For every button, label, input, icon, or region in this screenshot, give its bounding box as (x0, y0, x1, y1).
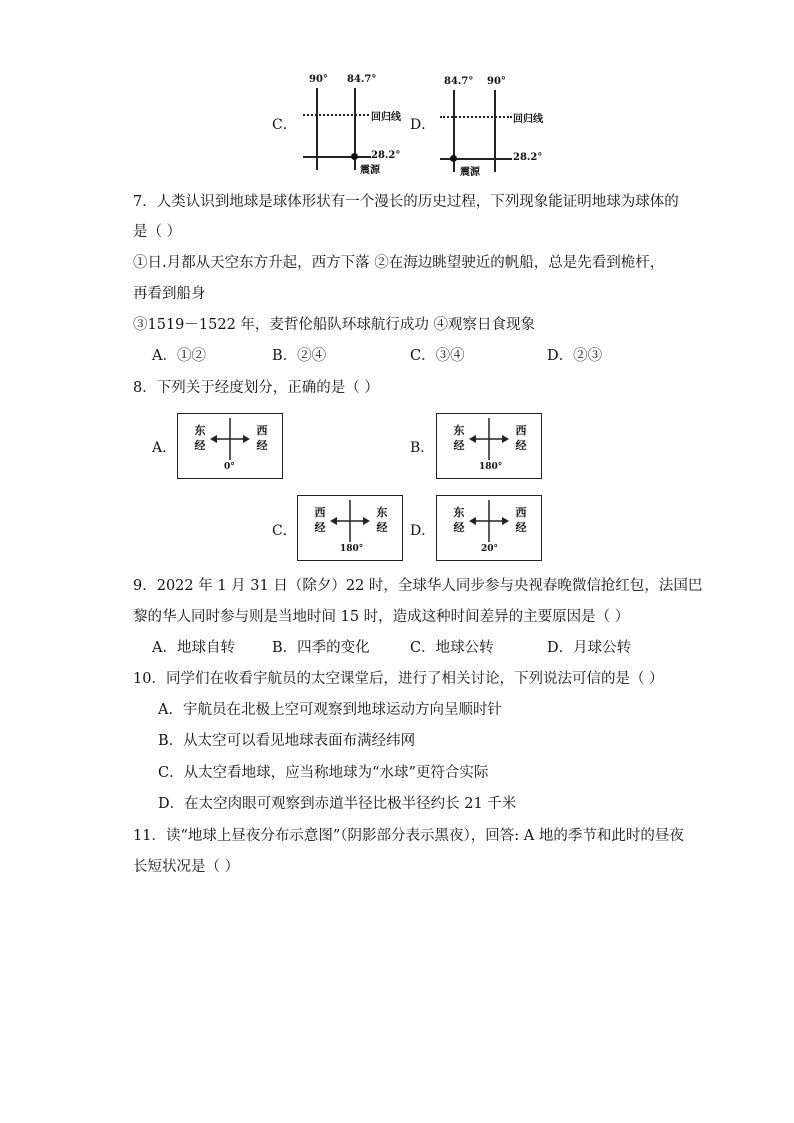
arrow-diagram (298, 496, 402, 560)
box-right-text: 西 经 (515, 424, 527, 452)
q10-option-c[interactable]: C．从太空看地球，应当称地球为“水球”更符合实际 (158, 765, 489, 781)
epicenter-label: 震源 (360, 165, 380, 176)
box-degree: 180° (340, 544, 364, 554)
box-left-text: 西 经 (314, 506, 326, 534)
q9-option-b[interactable]: B．四季的变化 (272, 640, 370, 656)
option-label: C． (272, 117, 297, 133)
epicenter-dot (351, 153, 358, 160)
option-label: B． (410, 440, 435, 456)
q10-option-a[interactable]: A．宇航员在北极上空可观察到地球运动方向呈顺时针 (158, 702, 502, 718)
box-degree: 180° (479, 462, 503, 472)
arrow-diagram (178, 414, 282, 478)
option-label: D． (410, 523, 436, 539)
longitude-box (177, 413, 283, 479)
box-degree: 20° (481, 544, 499, 554)
arrow-diagram (437, 496, 541, 560)
q11-stem-cont: 长短状况是（ ） (133, 859, 240, 875)
q10-option-d[interactable]: D．在太空肉眼可观察到赤道半径比极半径约长 21 千米 (158, 796, 517, 812)
q7-items-3: ③1519－1522 年，麦哲伦船队环球航行成功 ④观察日食现象 (133, 317, 536, 333)
q9-stem-cont: 黎的华人同时参与则是当地时间 15 时，造成这种时间差异的主要原因是（ ） (133, 609, 630, 625)
q7-option-c[interactable]: C．③④ (410, 348, 465, 364)
option-label: D． (410, 117, 436, 133)
epicenter-dot (450, 155, 457, 162)
q11-stem: 11．读“地球上昼夜分布示意图”（阴影部分表示黑夜），回答: A 地的季节和此时的昼夜 (133, 828, 684, 844)
latitude-line (303, 156, 371, 158)
longitude-label: 84.7° (444, 76, 474, 87)
q7-stem: 7．人类认识到地球是球体形状有一个漫长的历史过程，下列现象能证明地球为球体的 (133, 194, 679, 210)
q9-option-a[interactable]: A．地球自转 (152, 640, 235, 656)
longitude-label: 84.7° (347, 74, 377, 85)
q9-option-c[interactable]: C．地球公转 (410, 640, 494, 656)
arrow-diagram (437, 414, 541, 478)
q7-items-cont: 再看到船身 (133, 286, 206, 302)
q9-option-d[interactable]: D．月球公转 (547, 640, 632, 656)
longitude-box (297, 495, 403, 561)
q7-stem-cont: 是（ ） (133, 224, 182, 240)
tropic-label: 回归线 (513, 114, 543, 125)
longitude-label: 90° (487, 76, 506, 87)
latitude-label: 28.2° (513, 152, 543, 163)
box-right-text: 西 经 (515, 506, 527, 534)
q8-stem: 8．下列关于经度划分，正确的是（ ） (133, 380, 379, 396)
q10-option-b[interactable]: B．从太空可以看见地球表面布满经纬网 (158, 733, 416, 749)
q7-option-a[interactable]: A．①② (152, 348, 206, 364)
q10-stem: 10．同学们在收看宇航员的太空课堂后，进行了相关讨论，下列说法可信的是（ ） (133, 671, 664, 687)
option-label: A． (152, 440, 177, 456)
box-right-text: 东 经 (376, 506, 388, 534)
latitude-label: 28.2° (371, 150, 401, 161)
longitude-box (436, 413, 542, 479)
q9-stem: 9．2022 年 1 月 31 日（除夕）22 时，全球华人同步参与央视春晚微信抢红包，法国巴 (133, 578, 703, 594)
tropic-label: 回归线 (371, 112, 401, 123)
epicenter-label: 震源 (460, 167, 480, 178)
option-label: C． (272, 523, 297, 539)
q7-option-b[interactable]: B．②④ (272, 348, 327, 364)
meridian-line (316, 88, 318, 170)
q7-items: ①日.月都从天空东方升起，西方下落 ②在海边眺望驶近的帆船，总是先看到桅杆， (133, 255, 665, 271)
q7-option-d[interactable]: D．②③ (547, 348, 603, 364)
box-left-text: 东 经 (453, 506, 465, 534)
tropic-line (440, 116, 512, 118)
box-right-text: 西 经 (256, 424, 268, 452)
box-degree: 0° (224, 462, 235, 472)
longitude-label: 90° (309, 74, 328, 85)
box-left-text: 东 经 (453, 424, 465, 452)
box-left-text: 东 经 (194, 424, 206, 452)
meridian-line (494, 90, 496, 172)
tropic-line (303, 114, 369, 116)
longitude-box (436, 495, 542, 561)
